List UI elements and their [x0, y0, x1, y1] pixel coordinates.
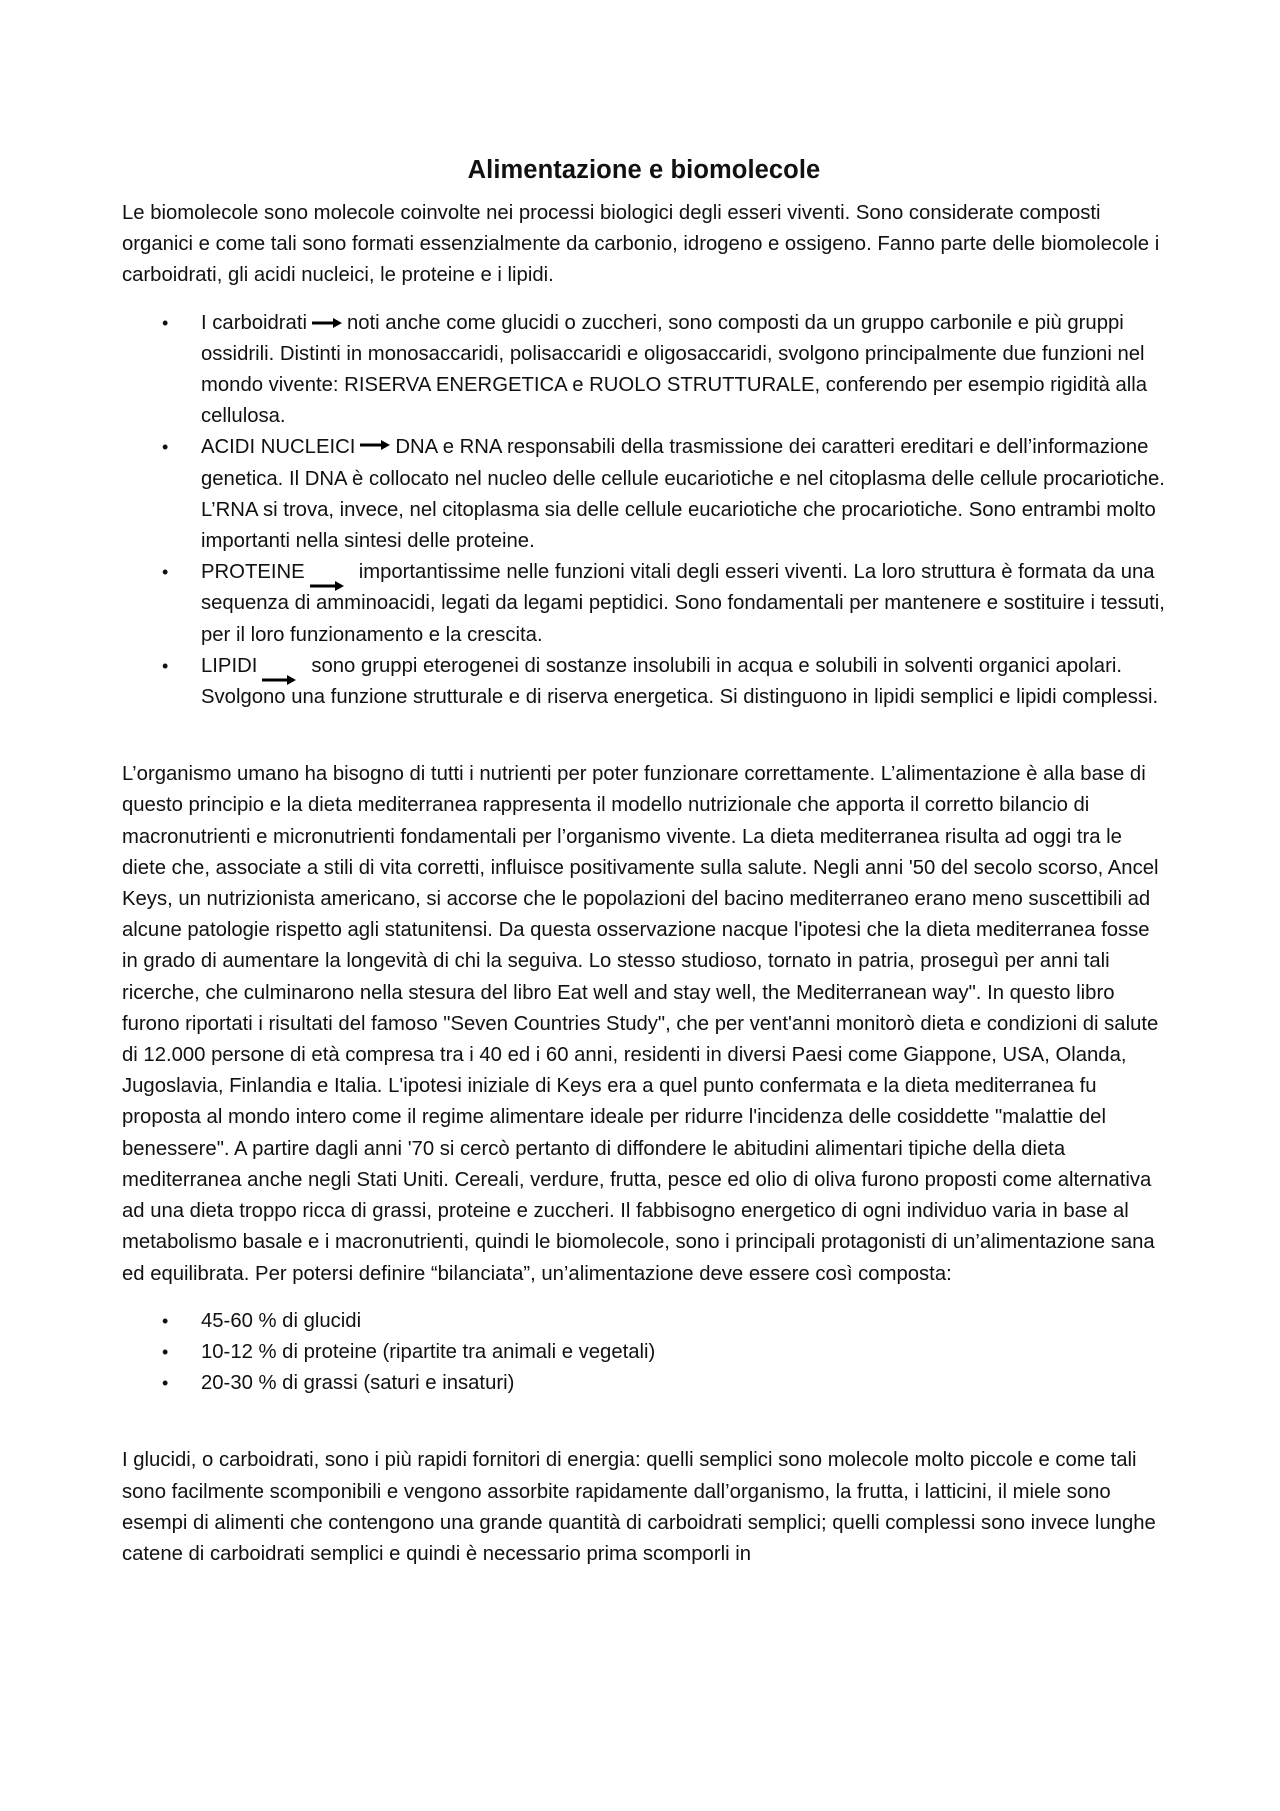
list-item-text: 10-12 % di proteine (ripartite tra animali e vegetali)	[201, 1340, 656, 1363]
list-item-proteine	[122, 557, 1166, 651]
diet-paragraph: L’organismo umano ha bisogno di tutti i nutrienti per poter funzionare correttamente. L’alimentazione è alla base di questo principio e la dieta mediterranea rappresenta il modello nutrizionale che apporta il corretto bilancio di macronutrienti e micronutrienti fondamentali per l’organismo vivente. La dieta mediterranea risulta ad oggi tra le diete che, associate a stili di vita corretti, influisce positivamente sulla salute. Negli anni '50 del secolo scorso, Ancel Keys, un nutrizionista americano, si accorse che le popolazioni del bacino mediterraneo erano meno suscettibili ad alcune patologie rispetto agli statunitensi. Da questa osservazione nacque l'ipotesi che la dieta mediterranea fosse in grado di aumentare la longevità di chi la seguiva. Lo stesso studioso, tornato in patria, proseguì per anni tali ricerche, che culminarono nella stesura del libro Eat well and stay well, the Mediterranean way". In questo libro furono riportati i risultati del famoso "Seven Countries Study", che per vent'anni monitorò dieta e condizioni di salute di 12.000 persone di età compresa tra i 40 ed i 60 anni, residenti in diversi Paesi come Giappone, USA, Olanda, Jugoslavia, Finlandia e Italia. L'ipotesi iniziale di Keys era a quel punto confermata e la dieta mediterranea fu proposta al mondo intero come il regime alimentare ideale per ridurre l'incidenza delle cosiddette "malattie del benessere". A partire dagli anni '70 si cercò pertanto di diffondere le abitudini alimentari tipiche della dieta mediterranea anche negli Stati Uniti. Cereali, verdure, frutta, pesce ed olio di oliva furono proposti come alternativa ad una dieta troppo ricca di grassi, proteine e zuccheri. Il fabbisogno energetico di ogni individuo varia in base al metabolismo basale e i macronutrienti, quindi le biomolecole, sono i principali protagonisti di un’alimentazione sana ed equilibrata. Per potersi definire “bilanciata”, un’alimentazione deve essere così composta:	[122, 763, 1159, 1285]
list-item-grassi-share	[122, 1368, 1166, 1399]
list-item-lipidi	[122, 651, 1166, 713]
spacer	[122, 1399, 1166, 1445]
list-item-text: 20-30 % di grassi (saturi e insaturi)	[201, 1372, 515, 1395]
list-item-text: DNA e RNA responsabili della trasmissione dei caratteri ereditari e dell’informazione genetica. Il DNA è collocato nel nucleo delle cellule eucariotiche e nel citoplasma delle cellule procariotiche. L’RNA si trova, invece, nel citoplasma sia delle cellule eucariotiche che procariotiche. Sono entrambi molto importanti nella sintesi delle proteine.	[201, 436, 1165, 553]
bullet-dot: •	[162, 437, 169, 458]
list-item-term: ACIDI NUCLEICI	[201, 436, 356, 459]
list-item-text: noti anche come glucidi o zuccheri, sono composti da un gruppo carbonile e più gruppi ossidrili. Distinti in monosaccaridi, polisaccaridi e oligosaccaridi, svolgono principalmente due funzioni nel mondo vivente: RISERVA ENERGETICA e RUOLO STRUTTURALE, conferendo per esempio rigidità alla cellulosa.	[201, 311, 1148, 428]
list-item-carboidrati	[122, 308, 1166, 433]
document-body	[122, 152, 1166, 1570]
diet-composition-list	[122, 1306, 1166, 1400]
spacer	[122, 713, 1166, 759]
list-item-term: PROTEINE	[201, 561, 305, 584]
biomolecules-list	[122, 308, 1166, 714]
list-item-term: I carboidrati	[201, 311, 307, 334]
list-item-text: importantissime nelle funzioni vitali degli esseri viventi. La loro struttura è formata da una sequenza di amminoacidi, legati da legami peptidici. Sono fondamentali per mantenere e sostituire i tessuti, per il loro funzionamento e la crescita.	[201, 561, 1165, 646]
bullet-dot: •	[162, 312, 169, 333]
bullet-dot: •	[162, 1341, 169, 1362]
list-item-text: sono gruppi eterogenei di sostanze insolubili in acqua e solubili in solventi organici apolari. Svolgono una funzione strutturale e di riserva energetica. Si distinguono in lipidi semplici e lipidi complessi.	[201, 654, 1159, 709]
bullet-dot: •	[162, 1373, 169, 1394]
list-item-proteine-share	[122, 1337, 1166, 1368]
document-title: Alimentazione e biomolecole	[467, 156, 821, 184]
list-item-term: LIPIDI	[201, 654, 258, 677]
list-item-glucidi-share	[122, 1306, 1166, 1337]
glucidi-paragraph: I glucidi, o carboidrati, sono i più rapidi fornitori di energia: quelli semplici sono molecole molto piccole e come tali sono facilmente scomponibili e vengono assorbite rapidamente dall’organismo, la frutta, i latticini, il miele sono esempi di alimenti che contengono una grande quantità di carboidrati semplici; quelli complessi sono invece lunghe catene di carboidrati semplici e quindi è necessario prima scomporli in	[122, 1449, 1156, 1565]
intro-paragraph: Le biomolecole sono molecole coinvolte nei processi biologici degli esseri viventi. Sono considerate composti organici e come tali sono formati essenzialmente da carbonio, idrogeno e ossigeno. Fanno parte delle biomolecole i carboidrati, gli acidi nucleici, le proteine e i lipidi.	[122, 202, 1160, 287]
arrow-right-icon	[309, 565, 355, 579]
arrow-right-icon	[359, 440, 391, 454]
list-item-text: 45-60 % di glucidi	[201, 1309, 362, 1332]
arrow-right-icon	[311, 316, 343, 330]
bullet-dot: •	[162, 562, 169, 583]
bullet-dot: •	[162, 655, 169, 676]
list-item-acidi-nucleici	[122, 432, 1166, 557]
bullet-dot: •	[162, 1310, 169, 1331]
arrow-right-icon	[261, 659, 307, 673]
